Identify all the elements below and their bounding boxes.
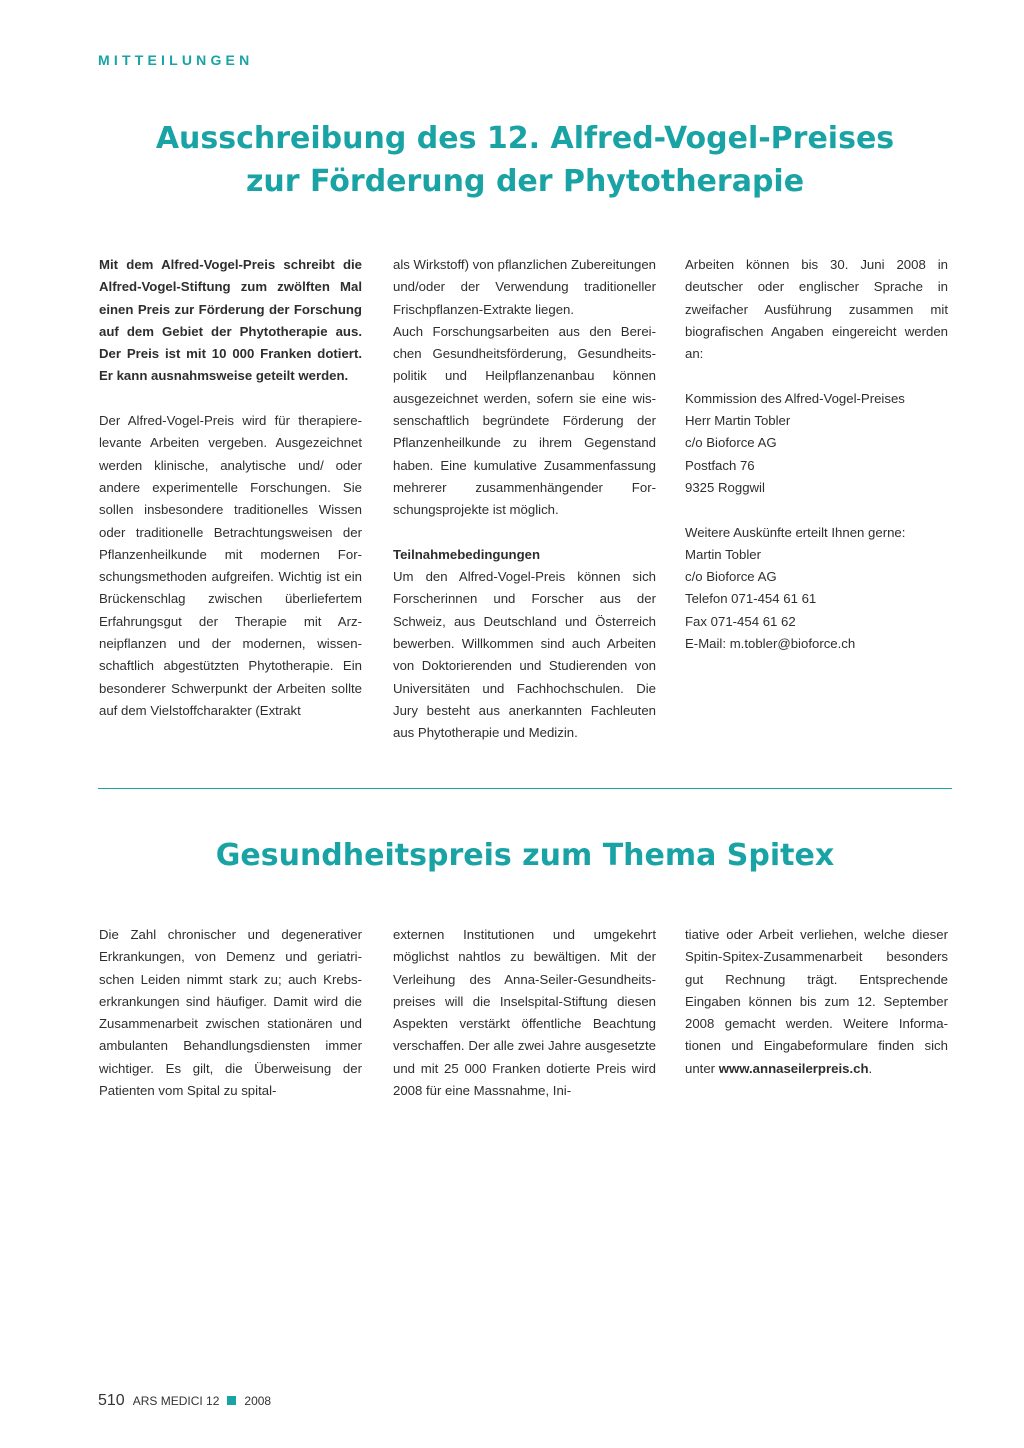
article-column-1 xyxy=(99,924,362,1102)
website-link[interactable]: www.annaseilerpreis.ch xyxy=(718,1060,869,1076)
article-column-2 xyxy=(393,924,656,1102)
contact-block xyxy=(685,522,948,656)
address-block xyxy=(685,388,948,499)
contact-line: c/o Bioforce AG xyxy=(685,569,777,585)
subheading: Teilnahmebedingungen xyxy=(393,546,541,562)
article-column-3 xyxy=(685,924,948,1080)
contact-line: Fax 071-454 61 62 xyxy=(685,613,796,629)
address-line: c/o Bioforce AG xyxy=(685,435,777,451)
journal-name: ARS MEDICI 12 xyxy=(132,1394,220,1408)
contact-line: Martin Tobler xyxy=(685,546,761,562)
section-divider xyxy=(98,788,952,789)
body-paragraph: Auch Forschungsarbeiten aus den Bereichen Gesundheitsförderung, Gesundheitspolitik und Heilpflanzenanbau können ausgezeichnet werden, sofern sie eine wissenschaftlich begründete Förderung der Pflanzenheilkunde zu ihrem Gegenstand haben. Eine kumulative Zusammenfassung mehrerer zusammenhängender Forschungsprojekte ist möglich. xyxy=(393,323,656,518)
article-title-line-1: Gesundheitspreis zum Thema Spitex xyxy=(215,838,835,873)
article-column-2 xyxy=(393,254,656,745)
page-number: 510 xyxy=(98,1392,125,1409)
address-line: 9325 Roggwil xyxy=(685,479,765,495)
article-title-line-1: Ausschreibung des 12. Alfred-Vogel-Preises xyxy=(155,121,895,156)
contact-line: Weitere Auskünfte erteilt Ihnen gerne: xyxy=(685,524,906,540)
contact-line: Telefon 071-454 61 61 xyxy=(685,591,817,607)
address-line: Herr Martin Tobler xyxy=(685,413,791,429)
body-paragraph: als Wirkstoff) von pflanzlichen Zubereitungen und/oder der Verwendung traditioneller Frischpflanzen-Extrakte liegen. xyxy=(393,257,656,317)
body-text: tiative oder Arbeit verliehen, welche dieser Spitin-Spitex-Zusammenarbeit besonders gut Rechnung trägt. Entsprechende Eingaben können bis zum 12. September 2008 gemacht werden. Weitere Informationen und Eingabeformulare finden sich unter xyxy=(685,927,948,1076)
body-paragraph: Um den Alfred-Vogel-Preis können sich Forscherinnen und Forscher aus der Schweiz, aus Deutschland und Österreich bewerben. Willkommen sind auch Arbeiten von Doktorierenden und Studierenden von Universitäten und Fachhochschulen. Die Jury besteht aus anerkannten Fachleuten aus Phytotherapie und Medizin. xyxy=(393,569,656,741)
article-column-1 xyxy=(99,254,362,722)
body-paragraph xyxy=(685,924,948,1080)
square-icon xyxy=(227,1396,236,1405)
body-paragraph: Arbeiten können bis 30. Juni 2008 in deutscher oder englischer Sprache in zweifacher Ausführung zusammen mit biografischen Angaben eingereicht werden an: xyxy=(685,257,948,362)
lead-paragraph: Mit dem Alfred-Vogel-Preis schreibt die Alfred-Vogel-Stiftung zum zwölften Mal einen Preis zur Förderung der Forschung auf dem Gebiet der Phytotherapie aus. Der Preis ist mit 10 000 Franken dotiert. Er kann ausnahmsweise geteilt werden. xyxy=(99,257,362,384)
address-line: Kommission des Alfred-Vogel-Preises xyxy=(685,390,905,406)
body-paragraph: externen Institutionen und umgekehrt möglichst nahtlos zu bewältigen. Mit der Verleihung des Anna-Seiler-Gesundheitspreises will die Inselspital-Stiftung diesen Aspekten verstärkt öffentliche Beachtung verschaffen. Der alle zwei Jahre ausgesetzte und mit 25 000 Franken dotierte Preis wird 2008 für eine Massnahme, Ini- xyxy=(393,927,656,1099)
address-line: Postfach 76 xyxy=(685,457,755,473)
article-title xyxy=(98,117,952,203)
article-title-line-2: zur Förderung der Phytotherapie xyxy=(245,164,805,199)
contact-email[interactable]: E-Mail: m.tobler@bioforce.ch xyxy=(685,636,856,652)
article-title xyxy=(98,834,952,877)
article-column-3 xyxy=(685,254,948,655)
body-paragraph: Die Zahl chronischer und degenerativer Erkrankungen, von Demenz und geriatrischen Leiden nimmt stark zu; auch Krebserkrankungen sind häufiger. Damit wird die Zusammenarbeit zwischen stationären und ambulanten Behandlungsdiensten immer wichtiger. Es gilt, die Überweisung der Patienten vom Spital zu spital- xyxy=(99,927,362,1099)
page-footer xyxy=(98,1392,271,1410)
journal-year: 2008 xyxy=(244,1394,272,1408)
body-paragraph: Der Alfred-Vogel-Preis wird für therapierelevante Arbeiten vergeben. Ausgezeichnet werden klinische, analytische und/ oder andere experimentelle Forschungen. Sie sollen insbesondere traditionelles Wissen oder traditionelle Betrachtungsweisen der Pflanzenheilkunde mit modernen Forschungsmethoden aufgreifen. Wichtig ist ein Brückenschlag zwischen überliefertem Erfahrungsgut der Therapie mit Arzneipflanzen und der modernen, wissenschaftlich abgestützten Phytotherapie. Ein besonderer Schwerpunkt der Arbeiten sollte auf dem Vielstoffcharakter (Extrakt xyxy=(99,413,362,718)
body-text-end: . xyxy=(868,1060,873,1076)
section-label: MITTEILUNGEN xyxy=(98,52,254,68)
